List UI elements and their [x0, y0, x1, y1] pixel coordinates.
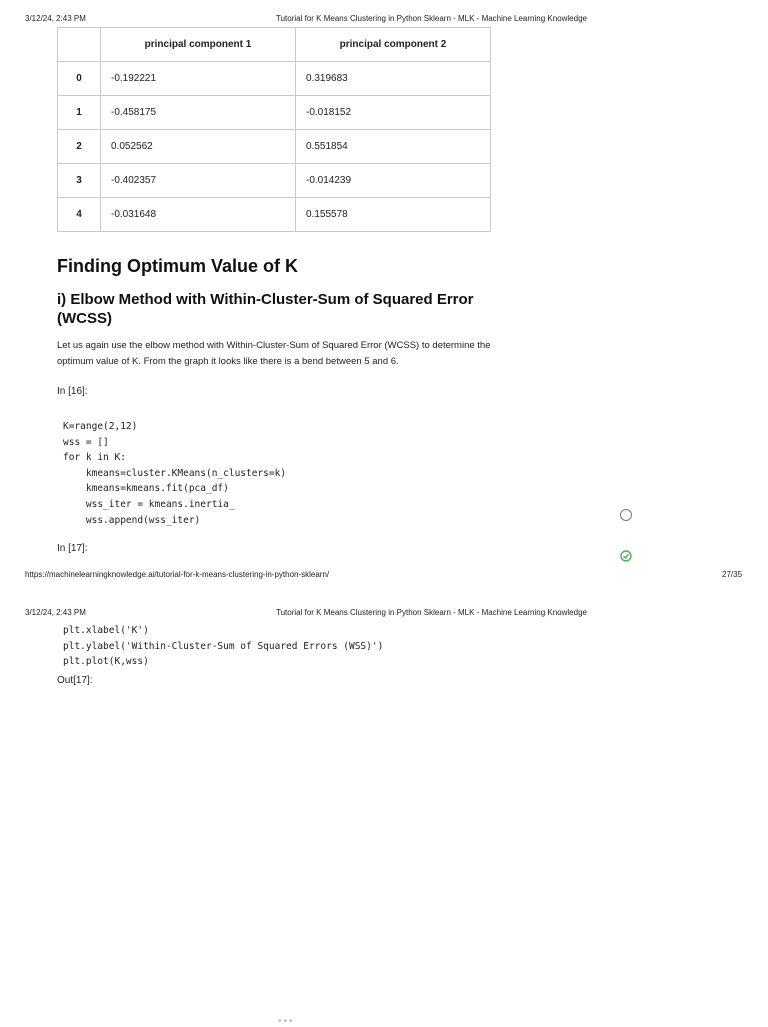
page-footer-number: 27/35 — [722, 570, 743, 579]
circle-outline-icon[interactable] — [620, 509, 632, 521]
table-cell: -0.402357 — [101, 164, 296, 198]
cell-17-prompt: In [17]: — [57, 543, 88, 554]
table-header-pc1: principal component 1 — [101, 28, 296, 62]
table-cell: 0.052562 — [101, 130, 296, 164]
table-row — [58, 164, 491, 198]
page-footer-url[interactable]: https://machinelearningknowledge.ai/tutorial-for-k-means-clustering-in-python-sklearn/ — [25, 570, 330, 579]
table-cell: 0.155578 — [296, 198, 491, 232]
section-title: Finding Optimum Value of K — [57, 256, 298, 276]
table-cell-index: 2 — [58, 130, 101, 164]
cell-16-code: K=range(2,12) wss = [] for k in K: kmeans=cluster.KMeans(n_clusters=k) kmeans=kmeans.fit(pca_df) wss_iter = kmeans.inertia_ wss.append(wss_iter) — [63, 421, 287, 526]
subsection-title: i) Elbow Method with Within-Cluster-Sum of Squared Error (WCSS) — [57, 291, 474, 327]
intro-paragraph: Let us again use the elbow method with Within-Cluster-Sum of Squared Error (WCSS) to determine the optimum value of K. From the graph it looks like there is a bend between 5 and 6. — [57, 340, 491, 367]
page-header-datetime: 3/12/24, 2:43 PM — [25, 14, 86, 23]
green-check-circle-icon[interactable] — [620, 550, 632, 562]
table-cell: -0.014239 — [296, 164, 491, 198]
table-cell: 0.551854 — [296, 130, 491, 164]
table-cell: -0.192221 — [101, 62, 296, 96]
page-header-title: Tutorial for K Means Clustering in Python Sklearn - MLK - Machine Learning Knowledge — [276, 608, 587, 617]
cell-16-prompt: In [16]: — [57, 386, 88, 397]
table-row — [58, 62, 491, 96]
table-cell: -0.031648 — [101, 198, 296, 232]
table-row — [58, 96, 491, 130]
table-cell: 0.319683 — [296, 62, 491, 96]
table-cell: -0.458175 — [101, 96, 296, 130]
table-cell-index: 0 — [58, 62, 101, 96]
table-cell-index: 4 — [58, 198, 101, 232]
cell-17-code: plt.xlabel('K') plt.ylabel('Within-Cluster-Sum of Squared Errors (WSS)') plt.plot(K,wss) — [63, 625, 384, 668]
table-row — [58, 198, 491, 232]
table-cell: -0.018152 — [296, 96, 491, 130]
table-header-pc2: principal component 2 — [296, 28, 491, 62]
table-row — [58, 130, 491, 164]
table-cell-index: 3 — [58, 164, 101, 198]
table-header-row — [58, 28, 491, 62]
page-header-title: Tutorial for K Means Clustering in Python Sklearn - MLK - Machine Learning Knowledge — [276, 14, 587, 23]
page-header-datetime: 3/12/24, 2:43 PM — [25, 608, 86, 617]
table-cell-index: 1 — [58, 96, 101, 130]
cell-17-out-prompt: Out[17]: — [57, 675, 93, 686]
more-dots-icon: ••• — [278, 1016, 295, 1027]
pca-dataframe-table — [57, 27, 491, 232]
table-header-index — [58, 28, 101, 62]
